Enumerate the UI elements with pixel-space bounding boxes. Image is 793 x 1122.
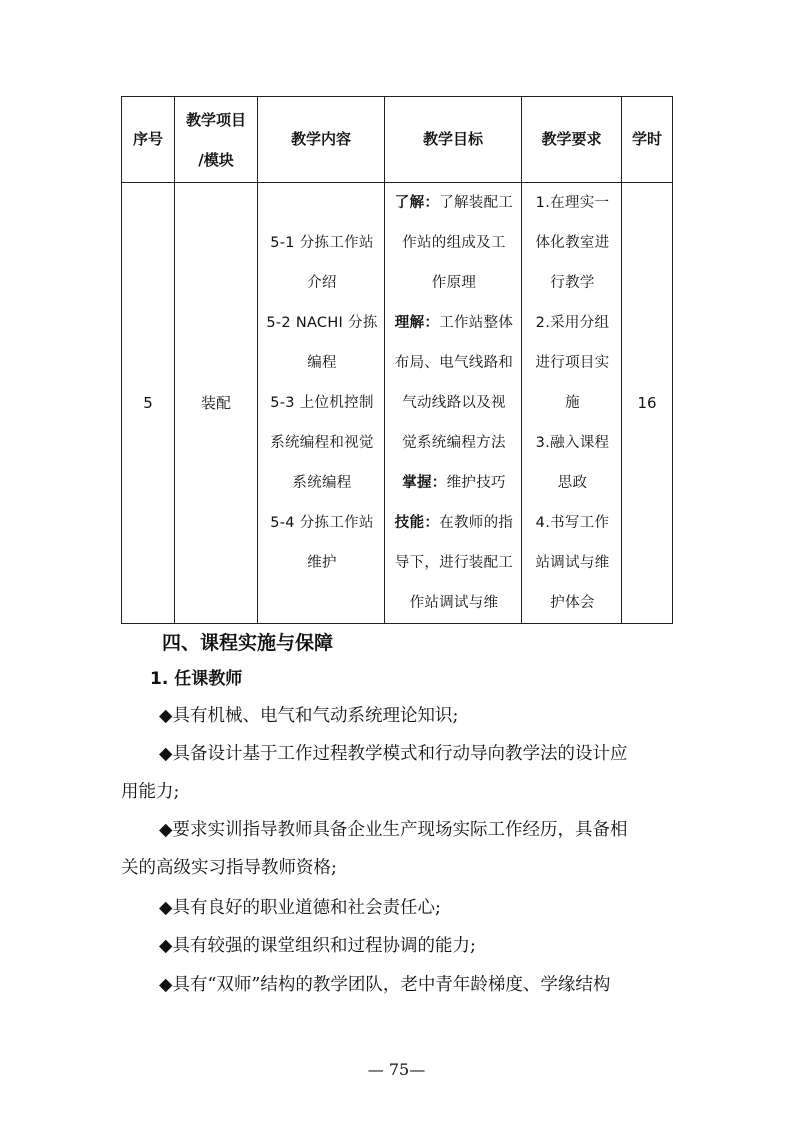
goal-text: 工作站整体 [439,315,514,331]
header-content: 教学内容 [258,97,385,183]
goal-keyword: 了解： [394,195,440,211]
goal-line [391,223,517,263]
goal-text: 作站调试与维 [409,595,499,611]
goal-text: 作站的组成及工 [402,235,506,251]
paragraph [121,966,673,1004]
paragraph [121,889,673,927]
header-project-line2: /模块 [198,150,234,169]
goal-text: 了解装配工 [439,195,514,211]
goal-text: 气动线路以及视 [402,395,506,411]
content-line [264,583,380,623]
section-title: 四、课程实施与保障 [162,632,334,654]
requirement-line: 体化教室进 [535,235,610,251]
table-header-row [122,97,673,183]
content-line: 5-2 NACHI 分拣 [266,315,378,331]
paragraph-line: ◆具有“双师”结构的教学团队，老中青年龄梯度、学缘结构 [159,975,611,995]
requirement-line: 站调试与维 [535,555,610,571]
paragraph-line: ◆具有机械、电气和气动系统理论知识; [159,706,459,726]
requirement-line: 1.在理实一 [535,195,610,211]
requirement-line: 3.融入课程 [535,435,610,451]
goal-keyword: 掌握： [402,475,447,491]
paragraph-line: 关的高级实习指导教师资格; [121,858,337,878]
table-row [122,183,673,624]
page-number: — 75— [367,1060,426,1079]
goal-text: 觉系统编程方法 [402,435,506,451]
paragraph-line: ◆具有良好的职业道德和社会责任心; [159,898,441,918]
goal-line [391,263,517,303]
paragraph [121,927,673,965]
goal-text: 导下，进行装配工 [394,555,514,571]
content-line: 5-4 分拣工作站 [270,515,374,531]
goal-text: 维护技巧 [446,475,506,491]
paragraph [121,735,673,811]
header-hours: 学时 [622,97,673,183]
header-seq: 序号 [122,97,175,183]
header-goal: 教学目标 [385,97,522,183]
cell-content [258,183,385,624]
cell-seq: 5 [122,183,175,624]
paragraph-line: 用能力; [121,782,180,802]
goal-keyword: 技能： [394,515,440,531]
requirement-line: 思政 [557,475,588,491]
cell-project: 装配 [175,183,258,624]
goal-line [391,383,517,423]
header-requirement: 教学要求 [522,97,622,183]
goal-line [391,343,517,383]
requirement-line: 护体会 [550,595,595,611]
requirement-line: 4.书写工作 [535,515,610,531]
header-project-line1: 教学项目 [185,110,246,129]
requirement-line: 施 [565,395,580,411]
cell-hours: 16 [622,183,673,624]
content-line: 编程 [307,355,337,371]
paragraph-line: ◆要求实训指导教师具备企业生产现场实际工作经历，具备相 [159,820,628,840]
content-line: 维护 [307,555,337,571]
goal-line [391,463,517,503]
paragraph [121,697,673,735]
goal-line [391,583,517,623]
content-line: 系统编程 [292,475,352,491]
paragraph-line: ◆具备设计基于工作过程教学模式和行动导向教学法的设计应 [159,744,628,764]
goal-line [391,543,517,583]
sub-title: 1. 任课教师 [150,669,243,689]
requirement-line: 行教学 [550,275,595,291]
requirement-line: 进行项目实 [535,355,610,371]
content-line: 5-1 分拣工作站 [270,235,374,251]
content-line [264,183,380,223]
paragraph [121,811,673,887]
cell-requirement [522,183,622,624]
goal-text: 作原理 [431,275,477,291]
content-line: 介绍 [307,275,337,291]
header-project [175,97,258,183]
goal-line [391,183,517,223]
requirement-line: 2.采用分组 [535,315,610,331]
goal-line [391,423,517,463]
goal-keyword: 理解： [394,315,440,331]
cell-goal [385,183,522,624]
content-line: 5-3 上位机控制 [270,395,374,411]
content-line: 系统编程和视觉 [270,435,374,451]
goal-line [391,303,517,343]
curriculum-table [121,96,673,624]
goal-text: 在教师的指 [439,515,514,531]
paragraph-line: ◆具有较强的课堂组织和过程协调的能力; [159,936,476,956]
goal-line [391,503,517,543]
goal-text: 布局、电气线路和 [394,355,514,371]
